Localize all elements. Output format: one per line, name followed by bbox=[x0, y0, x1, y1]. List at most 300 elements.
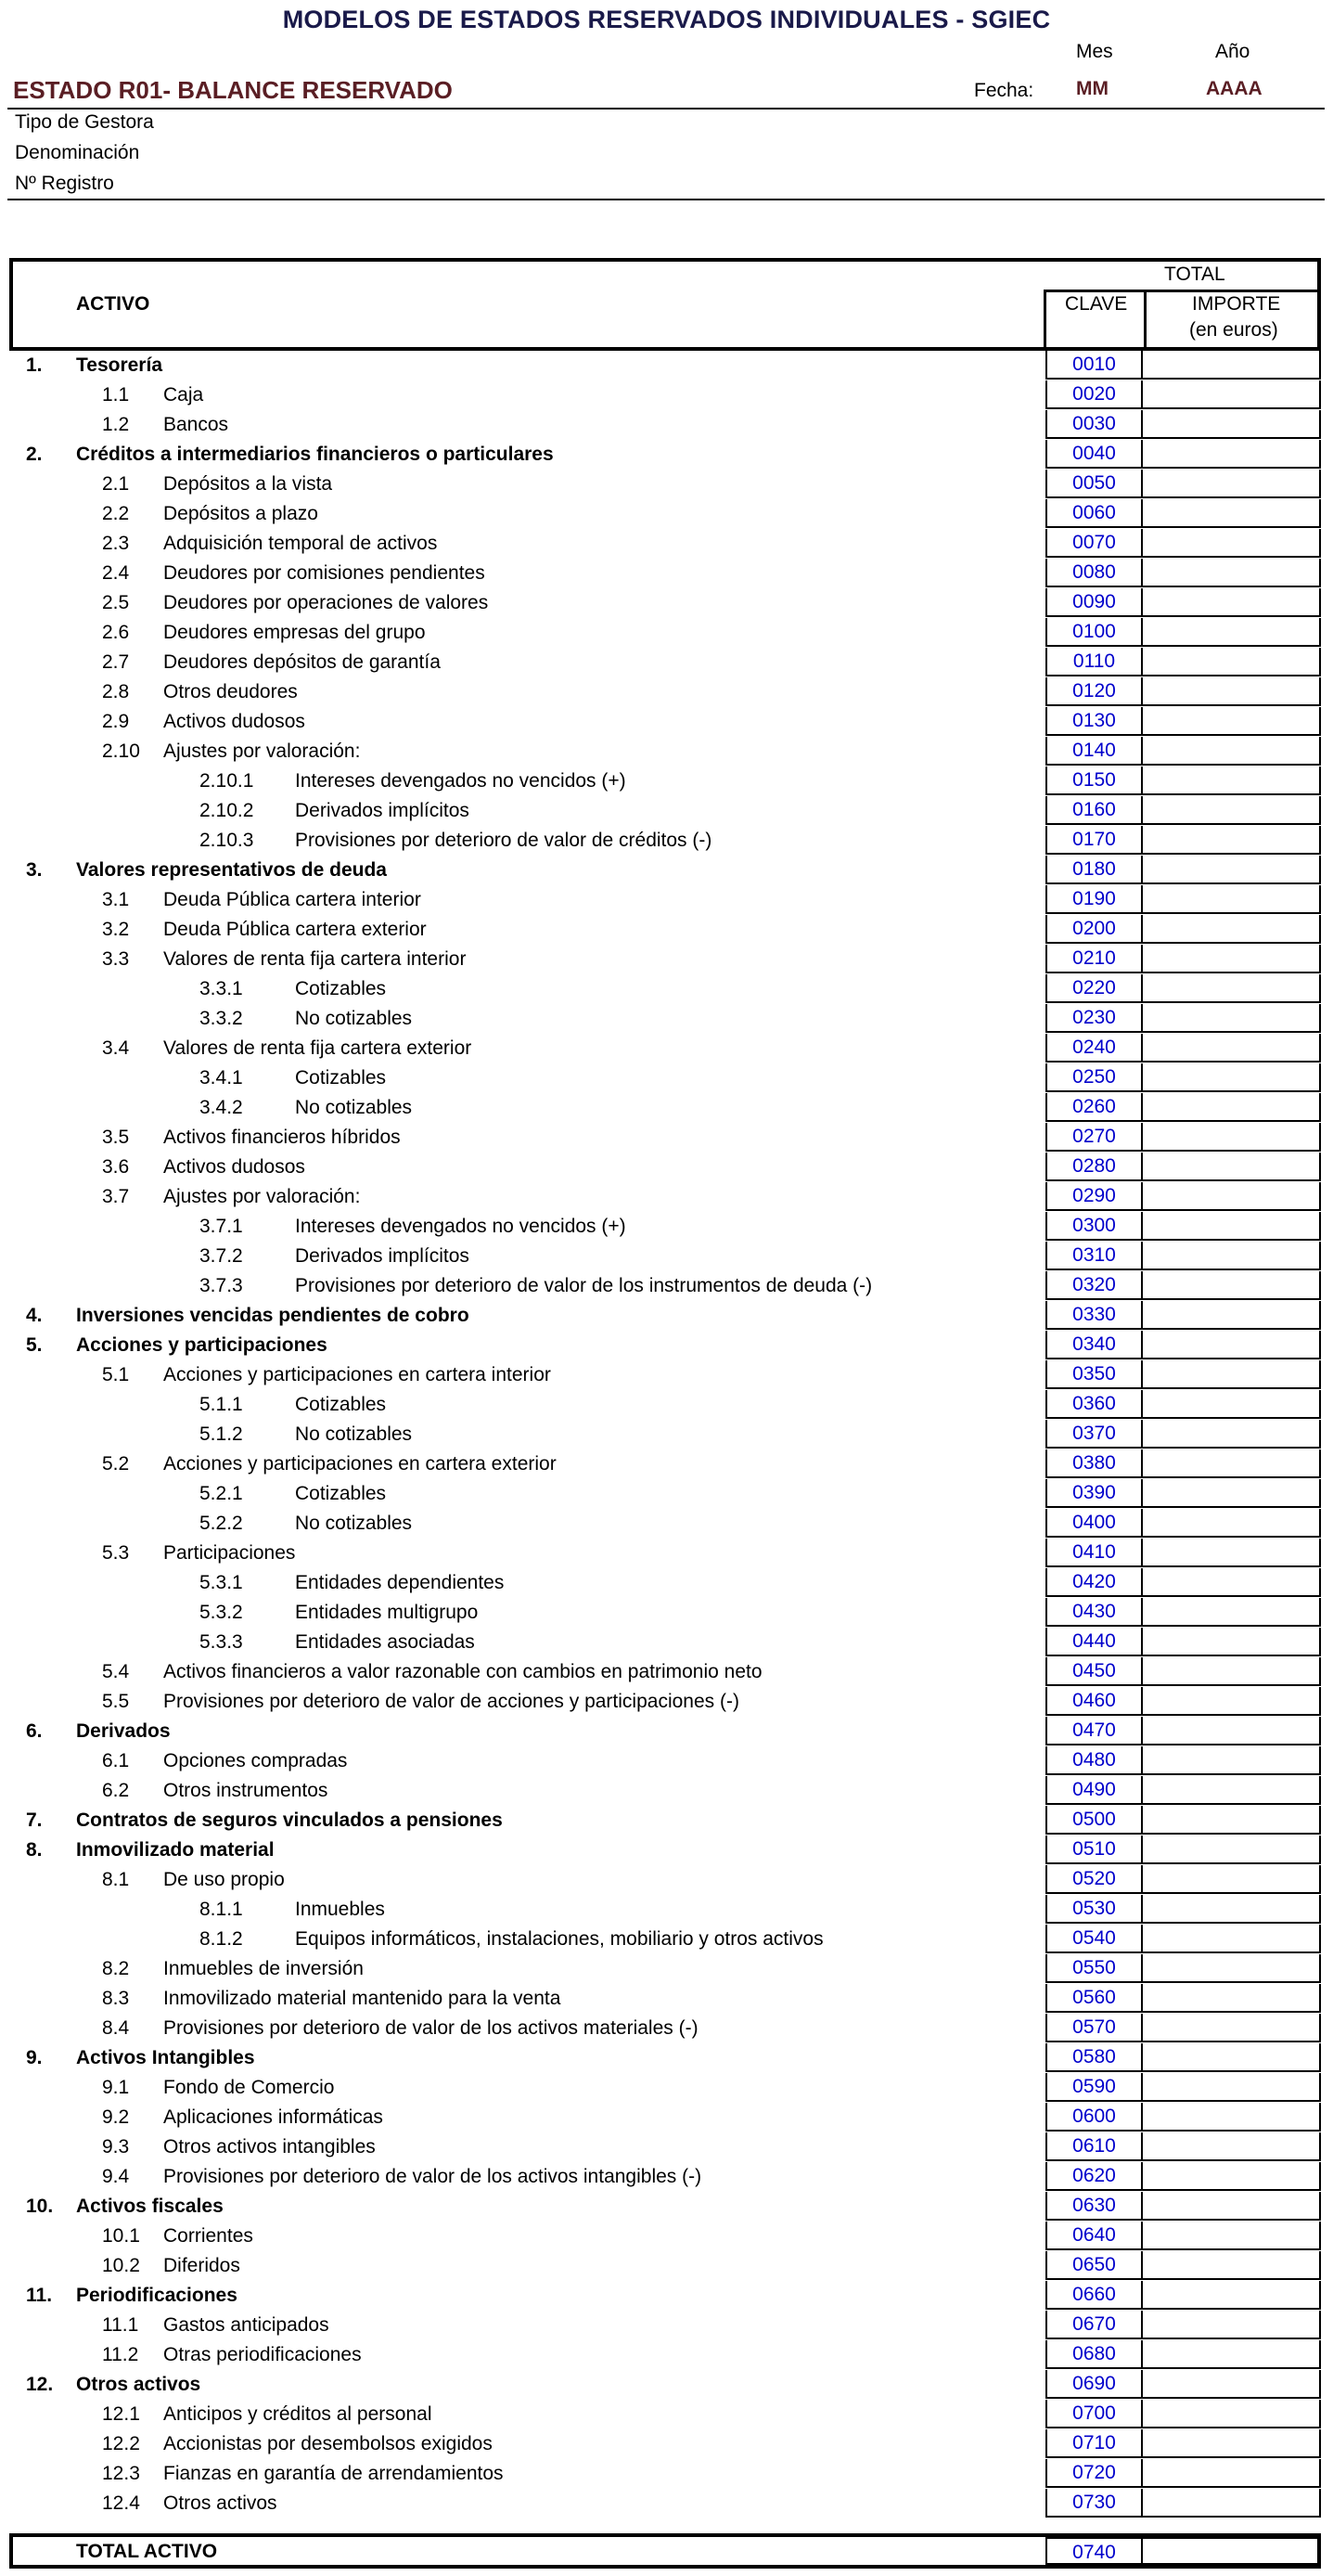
row-amount-input[interactable] bbox=[1143, 2489, 1321, 2518]
row-label: No cotizables bbox=[295, 1513, 413, 1534]
table-row bbox=[9, 2489, 1321, 2518]
table-row bbox=[9, 410, 1321, 440]
registro-label: Nº Registro bbox=[15, 173, 114, 194]
row-code: 0390 bbox=[1045, 1479, 1143, 1508]
row-label: Intereses devengados no vencidos (+) bbox=[295, 1216, 626, 1237]
total-activo-code: 0740 bbox=[1045, 2537, 1143, 2565]
table-row bbox=[9, 1895, 1321, 1925]
row-code: 0150 bbox=[1045, 766, 1143, 795]
denominacion-label: Denominación bbox=[15, 142, 140, 163]
row-code: 0120 bbox=[1045, 677, 1143, 706]
row-amount-input[interactable] bbox=[1143, 559, 1321, 587]
row-amount-input[interactable] bbox=[1143, 1746, 1321, 1775]
row-label: Deudores por operaciones de valores bbox=[163, 592, 489, 613]
year-field[interactable]: AAAA bbox=[1206, 78, 1263, 99]
table-row bbox=[9, 1509, 1321, 1539]
table-row bbox=[9, 648, 1321, 677]
row-amount-input[interactable] bbox=[1143, 1687, 1321, 1716]
row-number: 2.1 bbox=[102, 473, 130, 495]
row-label: Deudores por comisiones pendientes bbox=[163, 562, 485, 584]
row-label: No cotizables bbox=[295, 1423, 413, 1445]
row-amount-input[interactable] bbox=[1143, 2459, 1321, 2488]
row-number: 3.6 bbox=[102, 1156, 130, 1178]
table-row bbox=[9, 2281, 1321, 2311]
row-number: 3.4 bbox=[102, 1037, 130, 1059]
row-code: 0090 bbox=[1045, 588, 1143, 617]
total-activo-label: TOTAL ACTIVO bbox=[76, 2541, 218, 2562]
table-row bbox=[9, 1331, 1321, 1360]
row-amount-input[interactable] bbox=[1143, 1182, 1321, 1211]
page-title: MODELOS DE ESTADOS RESERVADOS INDIVIDUALES - SGIEC bbox=[282, 6, 1051, 33]
table-row bbox=[9, 351, 1321, 380]
month-field[interactable]: MM bbox=[1076, 78, 1109, 99]
table-row bbox=[9, 499, 1321, 529]
row-label: Depósitos a plazo bbox=[163, 503, 318, 524]
table-row bbox=[9, 1568, 1321, 1598]
table-row bbox=[9, 529, 1321, 559]
row-code: 0550 bbox=[1045, 1954, 1143, 1983]
row-amount-input[interactable] bbox=[1143, 1301, 1321, 1330]
row-number: 1. bbox=[26, 354, 43, 376]
row-code: 0050 bbox=[1045, 470, 1143, 498]
row-label: Equipos informáticos, instalaciones, mobiliario y otros activos bbox=[295, 1928, 824, 1950]
row-code: 0570 bbox=[1045, 2014, 1143, 2042]
row-amount-input[interactable] bbox=[1143, 648, 1321, 676]
table-row bbox=[9, 2103, 1321, 2132]
row-number: 9.1 bbox=[102, 2077, 130, 2098]
row-code: 0230 bbox=[1045, 1004, 1143, 1033]
row-number: 5.1 bbox=[102, 1364, 130, 1385]
table-row bbox=[9, 380, 1321, 410]
row-code: 0400 bbox=[1045, 1509, 1143, 1538]
row-label: Opciones compradas bbox=[163, 1750, 348, 1771]
row-amount-input[interactable] bbox=[1143, 2400, 1321, 2428]
table-row bbox=[9, 2459, 1321, 2489]
row-amount-input[interactable] bbox=[1143, 1539, 1321, 1567]
row-amount-input[interactable] bbox=[1143, 1360, 1321, 1389]
row-amount-input[interactable] bbox=[1143, 1004, 1321, 1033]
row-amount-input[interactable] bbox=[1143, 2370, 1321, 2399]
table-row bbox=[9, 1153, 1321, 1182]
row-label: Depósitos a la vista bbox=[163, 473, 333, 495]
table-row bbox=[9, 2162, 1321, 2192]
row-code: 0210 bbox=[1045, 945, 1143, 973]
row-label: Activos dudosos bbox=[163, 711, 305, 732]
row-amount-input[interactable] bbox=[1143, 1093, 1321, 1122]
row-number: 7. bbox=[26, 1810, 43, 1831]
row-label: Anticipos y créditos al personal bbox=[163, 2403, 432, 2425]
row-label: De uso propio bbox=[163, 1869, 285, 1890]
row-label: Deuda Pública cartera exterior bbox=[163, 919, 427, 940]
row-number: 3.7 bbox=[102, 1186, 130, 1207]
row-number: 3.7.2 bbox=[199, 1245, 243, 1267]
total-row bbox=[9, 2537, 1321, 2567]
table-row bbox=[9, 2014, 1321, 2043]
row-number: 9.2 bbox=[102, 2106, 130, 2128]
row-code: 0660 bbox=[1045, 2281, 1143, 2310]
meta-divider bbox=[7, 199, 1325, 200]
row-label: Activos fiscales bbox=[76, 2196, 224, 2217]
row-amount-input[interactable] bbox=[1143, 588, 1321, 617]
row-code: 0640 bbox=[1045, 2222, 1143, 2250]
row-amount-input[interactable] bbox=[1143, 1212, 1321, 1241]
row-number: 3.4.2 bbox=[199, 1097, 243, 1118]
row-amount-input[interactable] bbox=[1143, 1063, 1321, 1092]
row-amount-input[interactable] bbox=[1143, 2162, 1321, 2191]
row-amount-input[interactable] bbox=[1143, 1717, 1321, 1745]
table-row bbox=[9, 440, 1321, 470]
row-number: 8.1.1 bbox=[199, 1899, 243, 1920]
row-code: 0490 bbox=[1045, 1776, 1143, 1805]
table-row bbox=[9, 2251, 1321, 2281]
row-label: Inmuebles de inversión bbox=[163, 1958, 364, 1979]
row-number: 3.3 bbox=[102, 948, 130, 970]
row-amount-input[interactable] bbox=[1143, 1479, 1321, 1508]
row-number: 2.10.2 bbox=[199, 800, 254, 821]
row-label: Provisiones por deterioro de valor de los instrumentos de deuda (-) bbox=[295, 1275, 873, 1296]
table-row bbox=[9, 1539, 1321, 1568]
row-number: 3.3.1 bbox=[199, 978, 243, 999]
row-code: 0470 bbox=[1045, 1717, 1143, 1745]
row-amount-input[interactable] bbox=[1143, 885, 1321, 914]
row-label: Gastos anticipados bbox=[163, 2314, 329, 2336]
row-amount-input[interactable] bbox=[1143, 2014, 1321, 2042]
row-number: 2.6 bbox=[102, 622, 130, 643]
table-row bbox=[9, 885, 1321, 915]
row-label: Contratos de seguros vinculados a pensiones bbox=[76, 1810, 503, 1831]
table-row bbox=[9, 737, 1321, 766]
row-amount-input[interactable] bbox=[1143, 1449, 1321, 1478]
row-code: 0540 bbox=[1045, 1925, 1143, 1953]
row-amount-input[interactable] bbox=[1143, 1806, 1321, 1835]
row-code: 0010 bbox=[1045, 351, 1143, 380]
table-row bbox=[9, 1954, 1321, 1984]
table-row bbox=[9, 1034, 1321, 1063]
table-row bbox=[9, 1687, 1321, 1717]
row-number: 5.3.1 bbox=[199, 1572, 243, 1593]
row-amount-input[interactable] bbox=[1143, 2132, 1321, 2161]
row-code: 0530 bbox=[1045, 1895, 1143, 1924]
table-row bbox=[9, 2192, 1321, 2222]
row-code: 0520 bbox=[1045, 1865, 1143, 1894]
row-amount-input[interactable] bbox=[1143, 826, 1321, 855]
row-amount-input[interactable] bbox=[1143, 2281, 1321, 2310]
row-amount-input[interactable] bbox=[1143, 1420, 1321, 1449]
row-number: 2.3 bbox=[102, 533, 130, 554]
row-label: Adquisición temporal de activos bbox=[163, 533, 438, 554]
row-code: 0450 bbox=[1045, 1657, 1143, 1686]
row-amount-input[interactable] bbox=[1143, 1925, 1321, 1953]
row-number: 2.8 bbox=[102, 681, 130, 702]
row-label: Acciones y participaciones en cartera interior bbox=[163, 1364, 551, 1385]
row-amount-input[interactable] bbox=[1143, 529, 1321, 558]
row-label: Otros deudores bbox=[163, 681, 298, 702]
row-label: No cotizables bbox=[295, 1008, 413, 1029]
row-code: 0240 bbox=[1045, 1034, 1143, 1063]
row-number: 12.1 bbox=[102, 2403, 140, 2425]
row-code: 0180 bbox=[1045, 856, 1143, 884]
row-amount-input[interactable] bbox=[1143, 856, 1321, 884]
row-number: 11.1 bbox=[102, 2314, 139, 2336]
row-label: Provisiones por deterioro de valor de los activos materiales (-) bbox=[163, 2017, 699, 2039]
row-label: Activos financieros a valor razonable con cambios en patrimonio neto bbox=[163, 1661, 763, 1682]
table-row bbox=[9, 1063, 1321, 1093]
row-code: 0590 bbox=[1045, 2073, 1143, 2102]
balance-table bbox=[9, 258, 1321, 2569]
row-label: Activos Intangibles bbox=[76, 2047, 255, 2068]
row-number: 2.10.1 bbox=[199, 770, 254, 792]
row-label: Inmovilizado material mantenido para la venta bbox=[163, 1988, 561, 2009]
table-row bbox=[9, 1776, 1321, 1806]
row-amount-input[interactable] bbox=[1143, 2251, 1321, 2280]
row-label: Otros activos bbox=[76, 2374, 201, 2395]
row-amount-input[interactable] bbox=[1143, 707, 1321, 736]
row-amount-input[interactable] bbox=[1143, 766, 1321, 795]
row-amount-input[interactable] bbox=[1143, 1034, 1321, 1063]
table-row bbox=[9, 1598, 1321, 1628]
row-amount-input[interactable] bbox=[1143, 1568, 1321, 1597]
row-amount-input[interactable] bbox=[1143, 1242, 1321, 1270]
header-divider bbox=[7, 108, 1325, 109]
row-amount-input[interactable] bbox=[1143, 2429, 1321, 2458]
row-number: 12.2 bbox=[102, 2433, 140, 2454]
row-amount-input[interactable] bbox=[1143, 945, 1321, 973]
table-row bbox=[9, 974, 1321, 1004]
row-code: 0510 bbox=[1045, 1835, 1143, 1864]
row-amount-input[interactable] bbox=[1143, 1331, 1321, 1359]
table-row bbox=[9, 1449, 1321, 1479]
row-code: 0680 bbox=[1045, 2340, 1143, 2369]
row-number: 5.4 bbox=[102, 1661, 130, 1682]
row-number: 5.2 bbox=[102, 1453, 130, 1475]
table-row bbox=[9, 2043, 1321, 2073]
row-code: 0020 bbox=[1045, 380, 1143, 409]
row-number: 3. bbox=[26, 859, 43, 881]
row-amount-input[interactable] bbox=[1143, 1776, 1321, 1805]
table-row bbox=[9, 1806, 1321, 1835]
row-amount-input[interactable] bbox=[1143, 1628, 1321, 1656]
table-row bbox=[9, 1865, 1321, 1895]
row-code: 0690 bbox=[1045, 2370, 1143, 2399]
row-amount-input[interactable] bbox=[1143, 2222, 1321, 2250]
row-code: 0500 bbox=[1045, 1806, 1143, 1835]
row-number: 5. bbox=[26, 1334, 43, 1356]
row-code: 0600 bbox=[1045, 2103, 1143, 2132]
row-amount-input[interactable] bbox=[1143, 2073, 1321, 2102]
row-amount-input[interactable] bbox=[1143, 440, 1321, 469]
row-label: Valores representativos de deuda bbox=[76, 859, 387, 881]
row-number: 3.3.2 bbox=[199, 1008, 243, 1029]
row-label: Otros activos bbox=[163, 2492, 277, 2514]
row-amount-input[interactable] bbox=[1143, 2340, 1321, 2369]
row-code: 0610 bbox=[1045, 2132, 1143, 2161]
row-label: Créditos a intermediarios financieros o particulares bbox=[76, 444, 554, 465]
table-row bbox=[9, 1390, 1321, 1420]
row-code: 0290 bbox=[1045, 1182, 1143, 1211]
row-number: 6.1 bbox=[102, 1750, 130, 1771]
row-amount-input[interactable] bbox=[1143, 1123, 1321, 1152]
row-label: Activos dudosos bbox=[163, 1156, 305, 1178]
row-amount-input[interactable] bbox=[1143, 499, 1321, 528]
row-code: 0220 bbox=[1045, 974, 1143, 1003]
row-code: 0420 bbox=[1045, 1568, 1143, 1597]
row-amount-input[interactable] bbox=[1143, 1835, 1321, 1864]
table-row bbox=[9, 1182, 1321, 1212]
row-code: 0340 bbox=[1045, 1331, 1143, 1359]
row-label: Tesorería bbox=[76, 354, 162, 376]
row-label: No cotizables bbox=[295, 1097, 413, 1118]
row-code: 0580 bbox=[1045, 2043, 1143, 2072]
table-row bbox=[9, 1835, 1321, 1865]
table-row bbox=[9, 1212, 1321, 1242]
row-amount-input[interactable] bbox=[1143, 618, 1321, 647]
row-amount-input[interactable] bbox=[1143, 1271, 1321, 1300]
row-code: 0130 bbox=[1045, 707, 1143, 736]
row-amount-input[interactable] bbox=[1143, 2192, 1321, 2221]
row-code: 0300 bbox=[1045, 1212, 1143, 1241]
table-row bbox=[9, 856, 1321, 885]
row-code: 0030 bbox=[1045, 410, 1143, 439]
row-amount-input[interactable] bbox=[1143, 1865, 1321, 1894]
table-row bbox=[9, 945, 1321, 974]
row-amount-input[interactable] bbox=[1143, 470, 1321, 498]
row-code: 0380 bbox=[1045, 1449, 1143, 1478]
fecha-label: Fecha: bbox=[974, 80, 1034, 101]
row-code: 0200 bbox=[1045, 915, 1143, 944]
row-number: 5.3.2 bbox=[199, 1602, 243, 1623]
anio-label: Año bbox=[1215, 41, 1250, 62]
row-number: 2.9 bbox=[102, 711, 130, 732]
row-number: 6. bbox=[26, 1720, 43, 1742]
activo-header: ACTIVO bbox=[76, 293, 150, 315]
table-row bbox=[9, 2132, 1321, 2162]
table-row bbox=[9, 766, 1321, 796]
row-amount-input[interactable] bbox=[1143, 796, 1321, 825]
row-code: 0410 bbox=[1045, 1539, 1143, 1567]
row-number: 3.7.1 bbox=[199, 1216, 243, 1237]
row-number: 1.2 bbox=[102, 414, 130, 435]
row-label: Deudores empresas del grupo bbox=[163, 622, 426, 643]
tipo-gestora-label: Tipo de Gestora bbox=[15, 111, 154, 133]
table-row bbox=[9, 588, 1321, 618]
table-row bbox=[9, 1004, 1321, 1034]
row-number: 2.7 bbox=[102, 651, 130, 673]
row-amount-input[interactable] bbox=[1143, 1657, 1321, 1686]
table-row bbox=[9, 915, 1321, 945]
row-code: 0430 bbox=[1045, 1598, 1143, 1627]
row-label: Derivados implícitos bbox=[295, 1245, 469, 1267]
row-code: 0270 bbox=[1045, 1123, 1143, 1152]
row-amount-input[interactable] bbox=[1143, 677, 1321, 706]
row-amount-input[interactable] bbox=[1143, 1984, 1321, 2013]
table-row bbox=[9, 2400, 1321, 2429]
row-amount-input[interactable] bbox=[1143, 380, 1321, 409]
row-number: 3.1 bbox=[102, 889, 130, 910]
row-label: Acciones y participaciones bbox=[76, 1334, 327, 1356]
row-amount-input[interactable] bbox=[1143, 2103, 1321, 2132]
row-amount-input[interactable] bbox=[1143, 351, 1321, 380]
row-code: 0280 bbox=[1045, 1153, 1143, 1181]
row-label: Otros instrumentos bbox=[163, 1780, 328, 1801]
row-label: Participaciones bbox=[163, 1542, 296, 1564]
total-header: TOTAL bbox=[1164, 264, 1225, 285]
row-label: Cotizables bbox=[295, 1067, 387, 1088]
row-amount-input[interactable] bbox=[1143, 1598, 1321, 1627]
row-code: 0440 bbox=[1045, 1628, 1143, 1656]
row-number: 10.2 bbox=[102, 2255, 140, 2276]
row-amount-input[interactable] bbox=[1143, 1895, 1321, 1924]
table-row bbox=[9, 1479, 1321, 1509]
row-number: 4. bbox=[26, 1305, 43, 1326]
row-label: Provisiones por deterioro de valor de acciones y participaciones (-) bbox=[163, 1691, 739, 1712]
table-row bbox=[9, 2429, 1321, 2459]
table-row bbox=[9, 1746, 1321, 1776]
row-code: 0480 bbox=[1045, 1746, 1143, 1775]
row-amount-input[interactable] bbox=[1143, 974, 1321, 1003]
table-row bbox=[9, 2370, 1321, 2400]
table-row bbox=[9, 1925, 1321, 1954]
row-code: 0170 bbox=[1045, 826, 1143, 855]
row-code: 0360 bbox=[1045, 1390, 1143, 1419]
row-amount-input[interactable] bbox=[1143, 737, 1321, 766]
row-code: 0330 bbox=[1045, 1301, 1143, 1330]
row-code: 0650 bbox=[1045, 2251, 1143, 2280]
row-label: Acciones y participaciones en cartera exterior bbox=[163, 1453, 557, 1475]
row-label: Fondo de Comercio bbox=[163, 2077, 335, 2098]
row-amount-input[interactable] bbox=[1143, 1954, 1321, 1983]
table-row bbox=[9, 1420, 1321, 1449]
row-code: 0060 bbox=[1045, 499, 1143, 528]
total-activo-amount[interactable] bbox=[1143, 2537, 1321, 2565]
row-amount-input[interactable] bbox=[1143, 410, 1321, 439]
table-row bbox=[9, 1657, 1321, 1687]
table-row bbox=[9, 1271, 1321, 1301]
table-row bbox=[9, 707, 1321, 737]
row-number: 5.2.1 bbox=[199, 1483, 243, 1504]
row-amount-input[interactable] bbox=[1143, 1153, 1321, 1181]
row-code: 0320 bbox=[1045, 1271, 1143, 1300]
importe-sub-header: (en euros) bbox=[1189, 319, 1278, 341]
row-amount-input[interactable] bbox=[1143, 2043, 1321, 2072]
row-code: 0040 bbox=[1045, 440, 1143, 469]
row-amount-input[interactable] bbox=[1143, 1390, 1321, 1419]
row-number: 2. bbox=[26, 444, 43, 465]
table-row bbox=[9, 1242, 1321, 1271]
row-label: Periodificaciones bbox=[76, 2285, 237, 2306]
row-code: 0350 bbox=[1045, 1360, 1143, 1389]
row-amount-input[interactable] bbox=[1143, 1509, 1321, 1538]
table-row bbox=[9, 2073, 1321, 2103]
row-number: 10. bbox=[26, 2196, 54, 2217]
row-label: Derivados bbox=[76, 1720, 171, 1742]
row-code: 0100 bbox=[1045, 618, 1143, 647]
row-label: Cotizables bbox=[295, 1483, 387, 1504]
row-amount-input[interactable] bbox=[1143, 915, 1321, 944]
row-code: 0160 bbox=[1045, 796, 1143, 825]
row-number: 12.4 bbox=[102, 2492, 140, 2514]
row-code: 0720 bbox=[1045, 2459, 1143, 2488]
mes-label: Mes bbox=[1076, 41, 1113, 62]
table-row bbox=[9, 2222, 1321, 2251]
row-code: 0710 bbox=[1045, 2429, 1143, 2458]
row-label: Inmovilizado material bbox=[76, 1839, 275, 1861]
row-amount-input[interactable] bbox=[1143, 2311, 1321, 2339]
row-number: 8.4 bbox=[102, 2017, 130, 2039]
row-label: Ajustes por valoración: bbox=[163, 1186, 361, 1207]
table-row bbox=[9, 470, 1321, 499]
row-code: 0700 bbox=[1045, 2400, 1143, 2428]
row-number: 5.3 bbox=[102, 1542, 130, 1564]
